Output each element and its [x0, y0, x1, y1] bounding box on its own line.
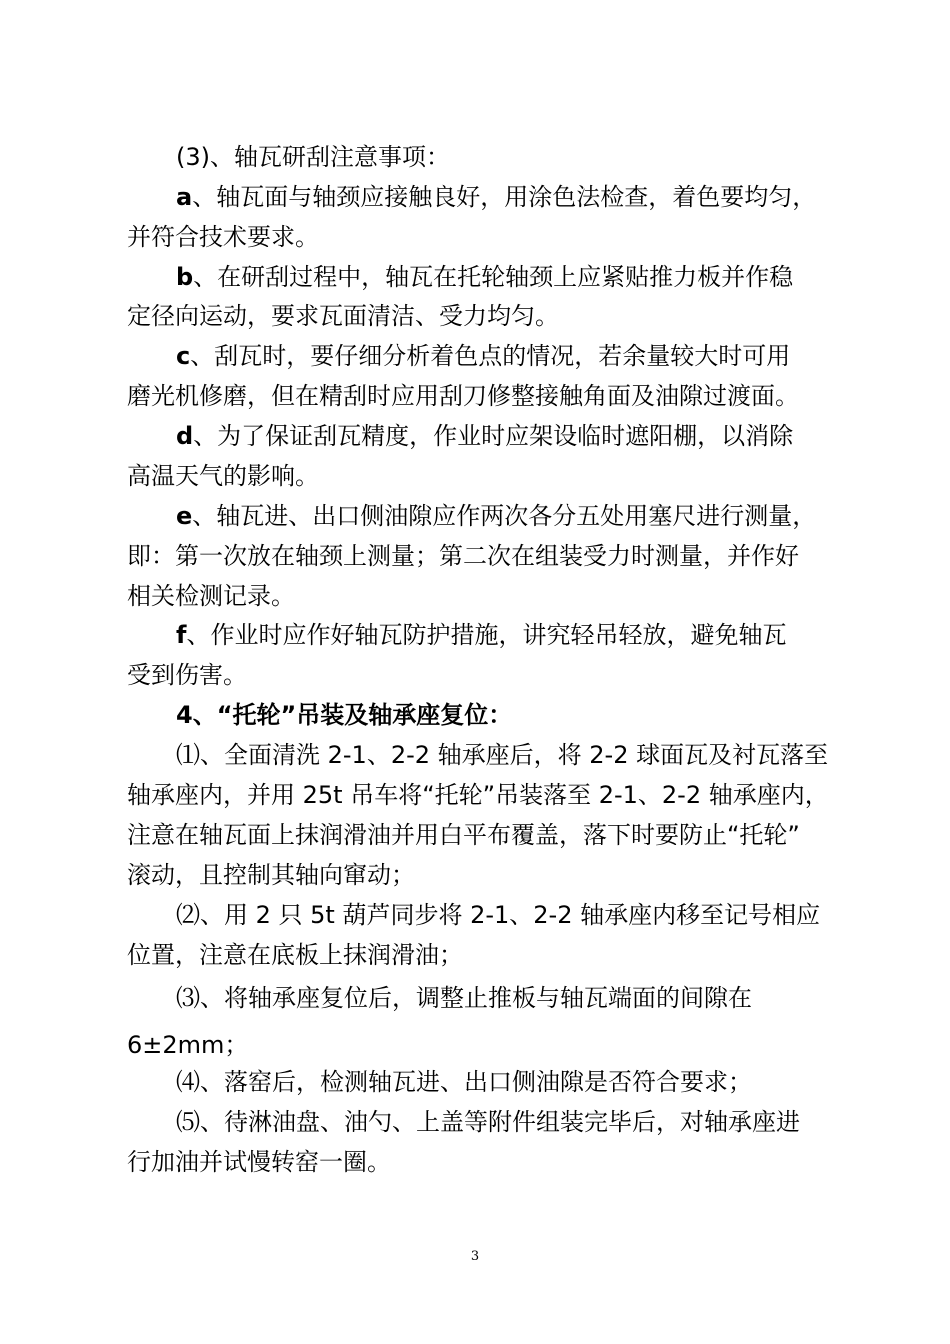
item-e-line2: 即：第一次放在轴颈上测量；第二次在组装受力时测量，并作好: [127, 542, 799, 570]
step2-line2: 位置，注意在底板上抹润滑油；: [127, 941, 463, 969]
item-c-line1: [176, 341, 790, 371]
item-a-line1: [176, 182, 816, 212]
step1-line2: 轴承座内，并用 25t 吊车将“托轮”吊装落至 2-1、2-2 轴承座内，: [127, 781, 829, 809]
item-letter: a: [176, 183, 193, 211]
item-e-line1: [176, 501, 816, 531]
item-a-line2: 并符合技术要求。: [127, 223, 319, 251]
item-c-line2: 磨光机修磨，但在精刮时应用刮刀修整接触角面及油隙过渡面。: [127, 382, 799, 410]
item-text: 、刮瓦时，要仔细分析着色点的情况，若余量较大时可用: [190, 342, 791, 370]
item-e-line3: 相关检测记录。: [127, 582, 295, 610]
item-text: 、作业时应作好轴瓦防护措施，讲究轻吊轻放，避免轴瓦: [186, 621, 787, 649]
item-text: 、轴瓦面与轴颈应接触良好，用涂色法检查，着色要均匀，: [192, 183, 817, 211]
step5-line2: 行加油并试慢转窑一圈。: [127, 1148, 391, 1176]
section3-heading: (3)、轴瓦研刮注意事项：: [176, 143, 450, 171]
section4-heading: 4、“托轮”吊装及轴承座复位：: [176, 701, 513, 729]
step1-line1: ⑴、全面清洗 2-1、2-2 轴承座后，将 2-2 球面瓦及衬瓦落至: [176, 741, 829, 769]
step1-line4: 滚动，且控制其轴向窜动；: [127, 861, 415, 889]
item-letter: b: [176, 263, 194, 291]
item-letter: c: [176, 342, 191, 370]
step3-line1: ⑶、将轴承座复位后，调整止推板与轴瓦端面的间隙在: [176, 984, 752, 1012]
item-b-line1: [176, 262, 793, 292]
item-letter: d: [176, 422, 194, 450]
item-letter: e: [176, 502, 193, 530]
item-d-line2: 高温天气的影响。: [127, 462, 319, 490]
item-text: 、轴瓦进、出口侧油隙应作两次各分五处用塞尺进行测量，: [192, 502, 817, 530]
item-f-line2: 受到伤害。: [127, 661, 247, 689]
item-letter: f: [176, 621, 187, 649]
step3-line2: 6±2mm；: [127, 1031, 249, 1059]
step5-line1: ⑸、待淋油盘、油勺、上盖等附件组装完毕后，对轴承座进: [176, 1108, 800, 1136]
step1-line3: 注意在轴瓦面上抹润滑油并用白平布覆盖，落下时要防止“托轮”: [127, 821, 800, 849]
item-text: 、在研刮过程中，轴瓦在托轮轴颈上应紧贴推力板并作稳: [193, 263, 794, 291]
item-text: 、为了保证刮瓦精度，作业时应架设临时遮阳棚，以消除: [193, 422, 794, 450]
page-number: 3: [470, 1249, 480, 1264]
item-f-line1: [176, 620, 786, 650]
item-b-line2: 定径向运动，要求瓦面清洁、受力均匀。: [127, 302, 559, 330]
step4-line1: ⑷、落窑后，检测轴瓦进、出口侧油隙是否符合要求；: [176, 1068, 752, 1096]
item-d-line1: [176, 421, 793, 451]
step2-line1: ⑵、用 2 只 5t 葫芦同步将 2-1、2-2 轴承座内移至记号相应: [176, 901, 821, 929]
